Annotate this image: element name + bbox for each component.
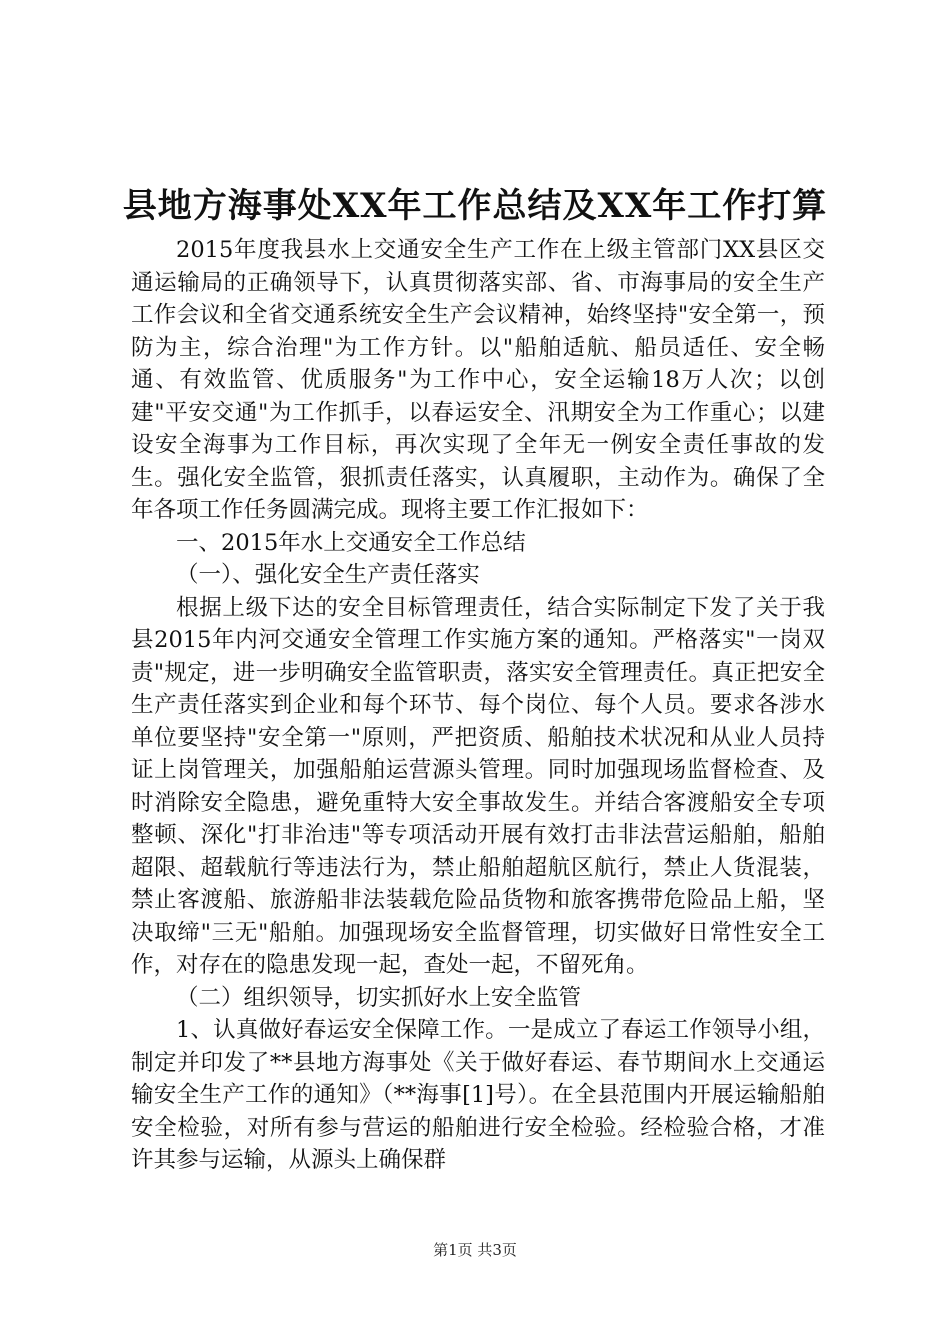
document-body [131, 234, 825, 1177]
intro-paragraph: 2015年度我县水上交通安全生产工作在上级主管部门XX县区交通运输局的正确领导下，认真贯彻落实部、省、市海事局的安全生产工作会议和全省交通系统安全生产会议精神，始终坚持"安全第一，预防为主，综合治理"为工作方针。以"船舶适航、船员适任、安全畅通、有效监管、优质服务"为工作中心，安全运输18万人次；以创建"平安交通"为工作抓手，以春运安全、汛期安全为工作重心；以建设安全海事为工作目标，再次实现了全年无一例安全责任事故的发生。强化安全监管，狠抓责任落实，认真履职，主动作为。确保了全年各项工作任务圆满完成。现将主要工作汇报如下： [131, 237, 825, 523]
subsection-heading-2: （二）组织领导，切实抓好水上安全监管 [176, 984, 582, 1011]
item-1-paragraph: 1、认真做好春运安全保障工作。一是成立了春运工作领导小组，制定并印发了**县地方海事处《关于做好春运、春节期间水上交通运输安全生产工作的通知》（**海事[1]号）。在全县范围内开展运输船舶安全检验，对所有参与营运的船舶进行安全检验。经检验合格，才准许其参与运输，从源头上确保群 [131, 1017, 825, 1173]
page-footer: 第1页 共3页 [433, 1241, 517, 1259]
section-heading: 一、2015年水上交通安全工作总结 [176, 529, 526, 556]
subsection-1-paragraph: 根据上级下达的安全目标管理责任，结合实际制定下发了关于我县2015年内河交通安全管理工作实施方案的通知。严格落实"一岗双责"规定，进一步明确安全监管职责，落实安全管理责任。真正把安全生产责任落实到企业和每个环节、每个岗位、每个人员。要求各涉水单位要坚持"安全第一"原则，严把资质、船舶技术状况和从业人员持证上岗管理关，加强船舶运营源头管理。同时加强现场监督检查、及时消除安全隐患，避免重特大安全事故发生。并结合客渡船安全专项整顿、深化"打非治违"等专项活动开展有效打击非法营运船舶，船舶超限、超载航行等违法行为，禁止船舶超航区航行，禁止人货混装，禁止客渡船、旅游船非法装载危险品货物和旅客携带危险品上船，坚决取缔"三无"船舶。加强现场安全监督管理，切实做好日常性安全工作，对存在的隐患发现一起，查处一起，不留死角。 [131, 594, 825, 978]
subsection-heading-1: （一）、强化安全生产责任落实 [176, 562, 480, 588]
document-title: 县地方海事处XX年工作总结及XX年工作打算 [122, 186, 828, 226]
